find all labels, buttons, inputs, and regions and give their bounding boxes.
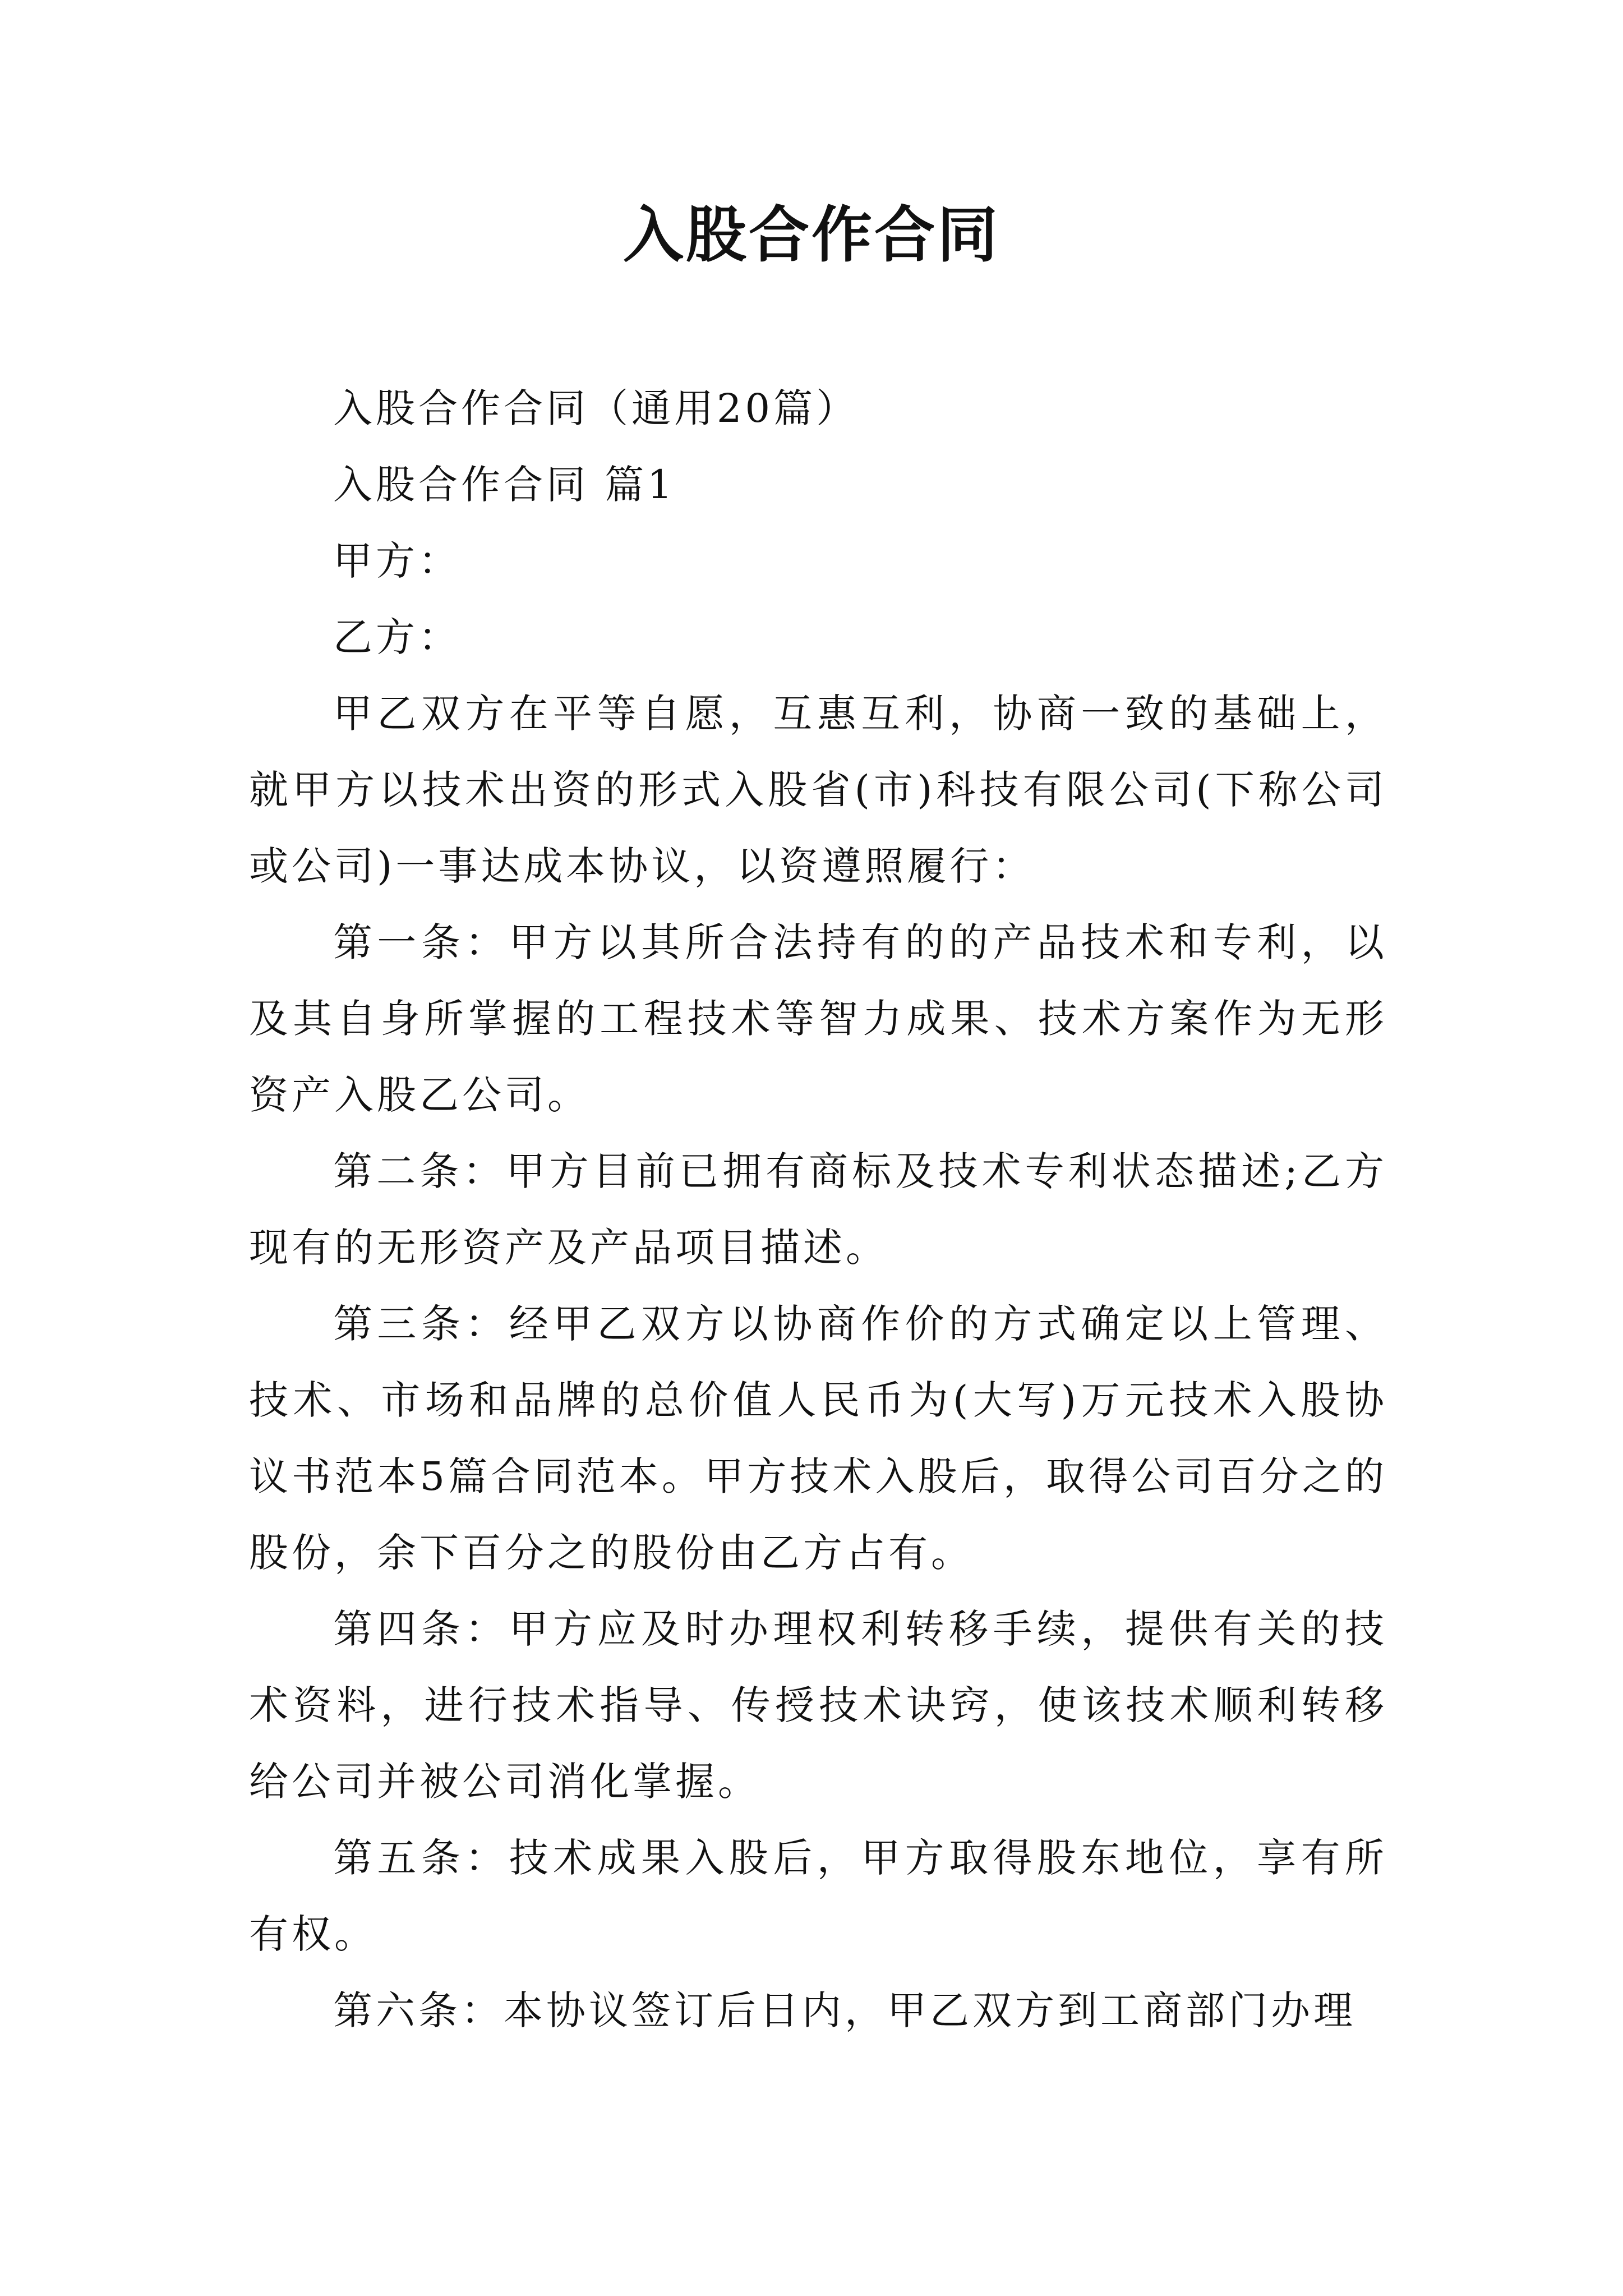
paragraph-article-3: 第三条：经甲乙双方以协商作价的方式确定以上管理、技术、市场和品牌的总价值人民币为(大写)万元技术入股协议书范本5篇合同范本。甲方技术入股后，取得公司百分之的股份，余下百分之的股份由乙方占有。 xyxy=(249,1301,1387,1576)
paragraph-section-heading: 入股合作合同 篇1 xyxy=(333,462,676,508)
paragraph-article-2: 第二条：甲方目前已拥有商标及技术专利状态描述;乙方现有的无形资产及产品项目描述。 xyxy=(249,1148,1387,1271)
paragraph-article-5: 第五条：技术成果入股后，甲方取得股东地位，享有所有权。 xyxy=(249,1835,1387,1957)
paragraph-article-4: 第四条：甲方应及时办理权利转移手续，提供有关的技术资料，进行技术指导、传授技术诀窍，使该技术顺利转移给公司并被公司消化掌握。 xyxy=(249,1606,1387,1805)
paragraph-article-1: 第一条：甲方以其所合法持有的的产品技术和专利，以及其自身所掌握的工程技术等智力成果、技术方案作为无形资产入股乙公司。 xyxy=(249,919,1387,1118)
paragraph-preamble: 甲乙双方在平等自愿，互惠互利，协商一致的基础上，就甲方以技术出资的形式入股省(市)科技有限公司(下称公司或公司)一事达成本协议，以资遵照履行： xyxy=(249,691,1387,889)
paragraph-article-6: 第六条：本协议签订后日内，甲乙双方到工商部门办理 xyxy=(333,1987,1356,2033)
paragraph-party-a: 甲方： xyxy=(333,538,461,584)
paragraph-collection-title: 入股合作合同（通用20篇） xyxy=(333,385,859,431)
document-title: 入股合作合同 xyxy=(623,200,1000,270)
paragraph-party-b: 乙方： xyxy=(333,614,461,660)
document-body xyxy=(249,370,1387,2049)
